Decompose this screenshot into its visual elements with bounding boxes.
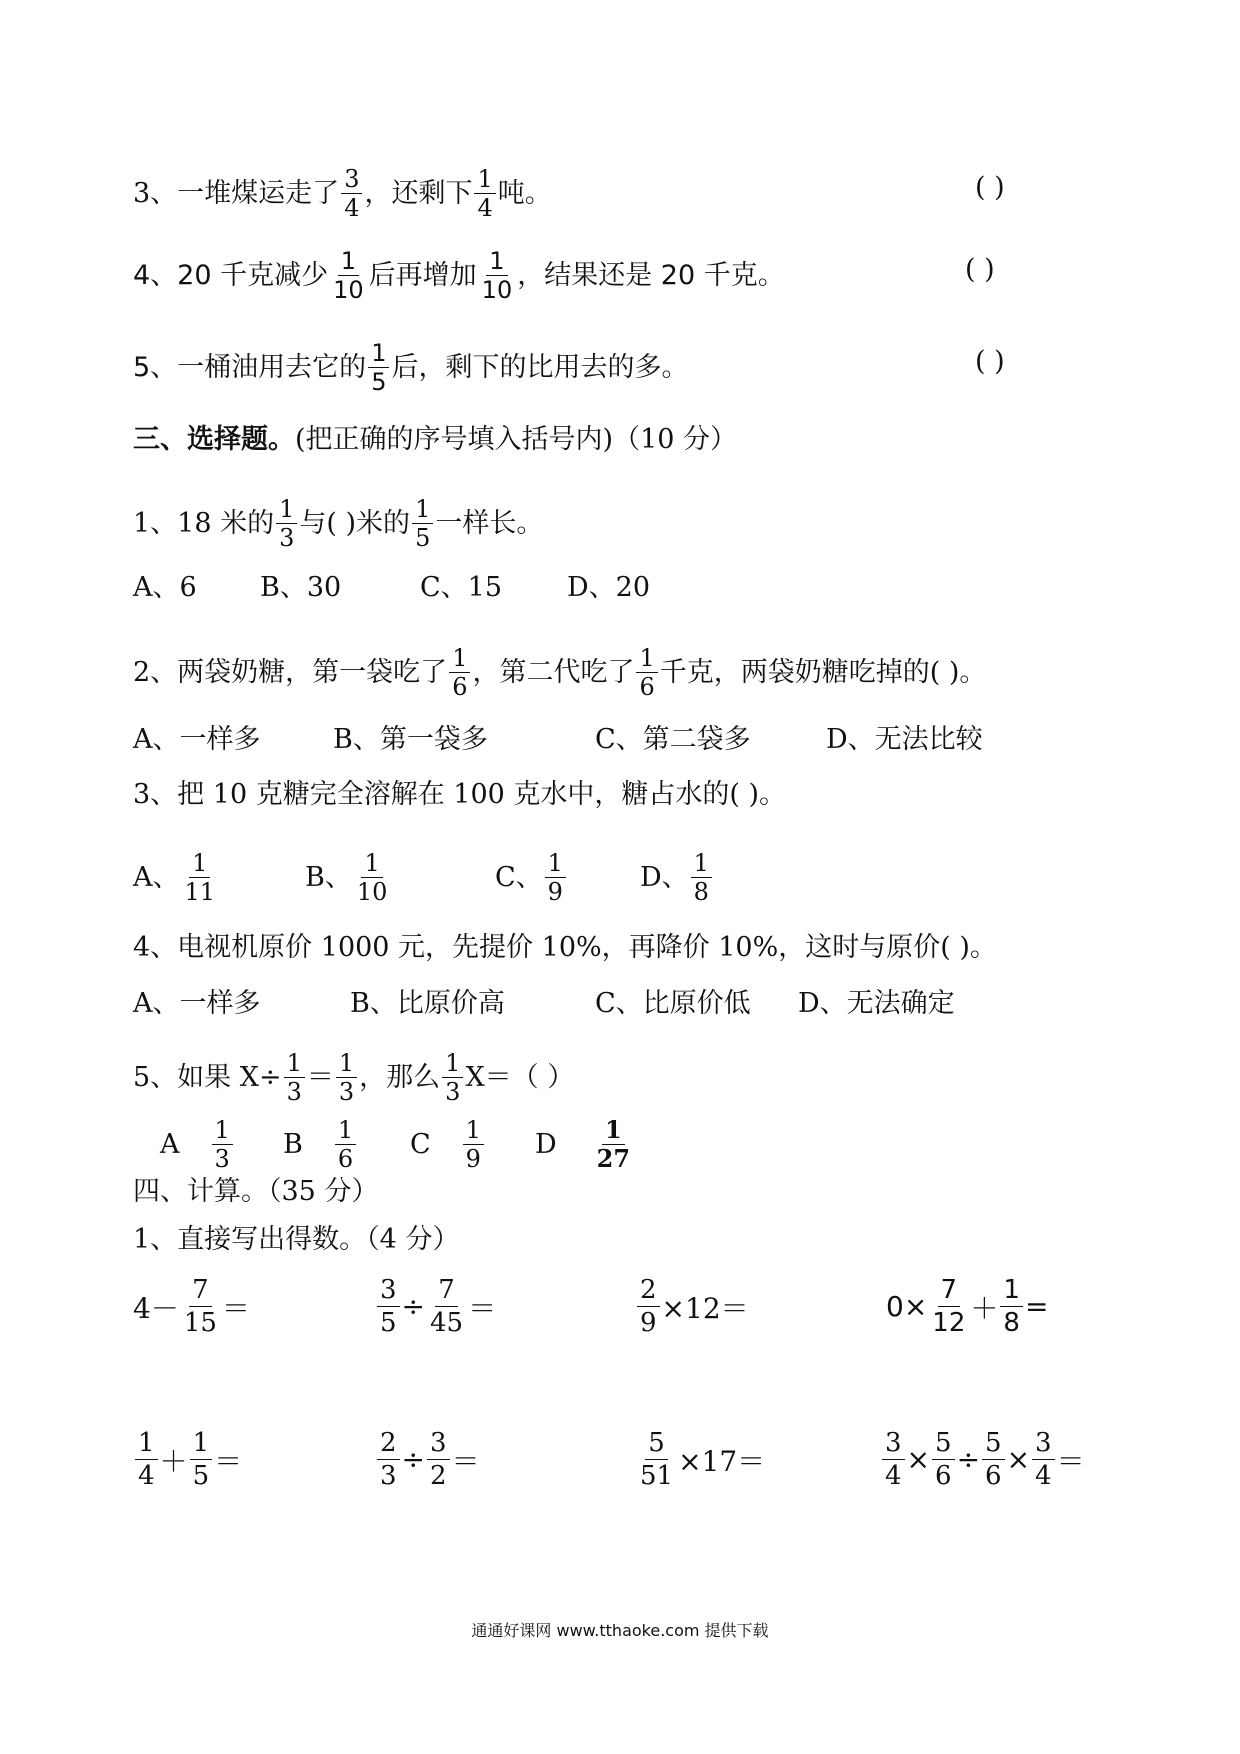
option-b[interactable]: B、 $\frac{1}{10}$	[305, 850, 392, 905]
calc-1-1: 4－ $\frac{7}{15}$ ＝	[133, 1275, 250, 1338]
choice-q1: 1、18 米的 $\frac{1}{3}$ 与( )米的 $\frac{1}{5}$ 一样长。	[133, 495, 544, 552]
fraction: $\frac{1}{5}$	[412, 496, 433, 551]
option-b[interactable]: B、比原价高	[350, 988, 505, 1019]
option-b[interactable]: B $\frac{1}{6}$	[283, 1117, 358, 1172]
section3-heading	[133, 420, 737, 460]
answer-paren[interactable]: ( )	[975, 172, 1005, 203]
calc-2-4: $\frac{3}{4}$ × $\frac{5}{6}$ ÷ $\frac{5}{6}$ × $\frac{3}{4}$ ＝	[880, 1428, 1085, 1491]
answer-paren[interactable]: ( )	[965, 254, 995, 285]
fraction: $\frac{3}{4}$	[341, 166, 362, 221]
choice-q3: 3、把 10 克糖完全溶解在 100 克水中，糖占水的( )。	[133, 779, 787, 810]
fraction: $\frac{1}{3}$	[212, 1117, 233, 1172]
fraction: $\frac{1}{6}$	[636, 645, 657, 700]
option-d[interactable]: D、20	[567, 572, 651, 603]
section3-title: 三、选择题。	[133, 424, 295, 455]
calc-2-2: $\frac{2}{3}$ ÷ $\frac{3}{2}$ ＝	[375, 1428, 480, 1491]
option-b[interactable]: B、30	[260, 572, 342, 603]
calc-1-2: $\frac{3}{5}$ ÷ $\frac{7}{45}$ ＝	[375, 1275, 496, 1338]
fraction: $\frac{1}{3}$	[336, 1050, 357, 1105]
fraction: $\frac{1}{5}$	[368, 340, 389, 395]
option-c[interactable]: C、15	[420, 572, 503, 603]
option-a[interactable]: A、一样多	[133, 724, 261, 755]
calc-1-3: $\frac{2}{9}$ ×12＝	[635, 1275, 749, 1338]
judge-q3: 3、一堆煤运走了 $\frac{3}{4}$ ，还剩下 $\frac{1}{4}$ 吨。	[133, 165, 552, 222]
option-d[interactable]: D、无法确定	[798, 988, 955, 1019]
fraction: $\frac{1}{10}$	[356, 849, 388, 906]
judge-q4: 4、20 千克减少 $\frac{1}{10}$ 后再增加 $\frac{1}{10}$ ，结果还是 20 千克。	[133, 247, 785, 304]
option-b[interactable]: B、第一袋多	[333, 724, 488, 755]
fraction: $\frac{1}{8}$	[691, 850, 712, 905]
option-c[interactable]: C、 $\frac{1}{9}$	[495, 850, 568, 905]
section3-note: (把正确的序号填入括号内)（10 分）	[295, 424, 738, 455]
calc-2-1: $\frac{1}{4}$ ＋ $\frac{1}{5}$ ＝	[133, 1428, 242, 1491]
option-d[interactable]: D $\frac{1}{27}$	[535, 1117, 635, 1172]
option-d[interactable]: D、 $\frac{1}{8}$	[640, 850, 714, 905]
fraction: $\frac{1}{6}$	[449, 645, 470, 700]
fraction: $\frac{1}{9}$	[463, 1117, 484, 1172]
section4-sub1: 1、直接写出得数。（4 分）	[133, 1224, 460, 1255]
option-a[interactable]: A $\frac{1}{3}$	[160, 1117, 235, 1172]
fraction: $\frac{1}{9}$	[545, 850, 566, 905]
footer[interactable]: 通通好课网 www.tthaoke.com 提供下载	[471, 1621, 769, 1640]
section4-title: 四、计算。（35 分）	[133, 1176, 379, 1207]
judge-q3-pre: 3、一堆煤运走了	[133, 177, 340, 209]
fraction: $\frac{1}{3}$	[276, 496, 297, 551]
option-c[interactable]: C、比原价低	[595, 988, 751, 1019]
choice-q4: 4、电视机原价 1000 元，先提价 10%，再降价 10%，这时与原价( )。	[133, 932, 997, 963]
option-c[interactable]: C、第二袋多	[595, 724, 751, 755]
option-a[interactable]: A、 $\frac{1}{11}$	[133, 850, 220, 905]
fraction: $\frac{1}{10}$	[333, 247, 364, 304]
option-c[interactable]: C $\frac{1}{9}$	[410, 1117, 486, 1172]
option-a[interactable]: A、6	[133, 572, 197, 603]
answer-paren[interactable]: ( )	[975, 346, 1005, 377]
choice-q2: 2、两袋奶糖，第一袋吃了 $\frac{1}{6}$ ，第二代吃了 $\frac{1}{6}$ 千克，两袋奶糖吃掉的( )。	[133, 644, 987, 701]
option-d[interactable]: D、无法比较	[826, 724, 983, 755]
fraction: $\frac{1}{27}$	[596, 1115, 631, 1173]
option-a[interactable]: A、一样多	[133, 988, 261, 1019]
calc-2-3: $\frac{5}{51}$ ×17＝	[640, 1428, 766, 1491]
judge-q5: 5、一桶油用去它的 $\frac{1}{5}$ 后，剩下的比用去的多。	[133, 339, 689, 396]
fraction: $\frac{1}{6}$	[335, 1117, 356, 1172]
fraction: $\frac{1}{3}$	[284, 1050, 305, 1105]
fraction: $\frac{1}{3}$	[442, 1050, 463, 1105]
fraction: $\frac{1}{11}$	[184, 849, 216, 906]
calc-1-4: 0× $\frac{7}{12}$ ＋ $\frac{1}{8}$ =	[886, 1275, 1049, 1338]
choice-q5: 5、如果 X÷ $\frac{1}{3}$ ＝ $\frac{1}{3}$ ，那么 $\frac{1}{3}$ X＝（ ）	[133, 1049, 575, 1106]
fraction: $\frac{1}{4}$	[474, 166, 495, 221]
fraction: $\frac{1}{10}$	[481, 247, 513, 304]
